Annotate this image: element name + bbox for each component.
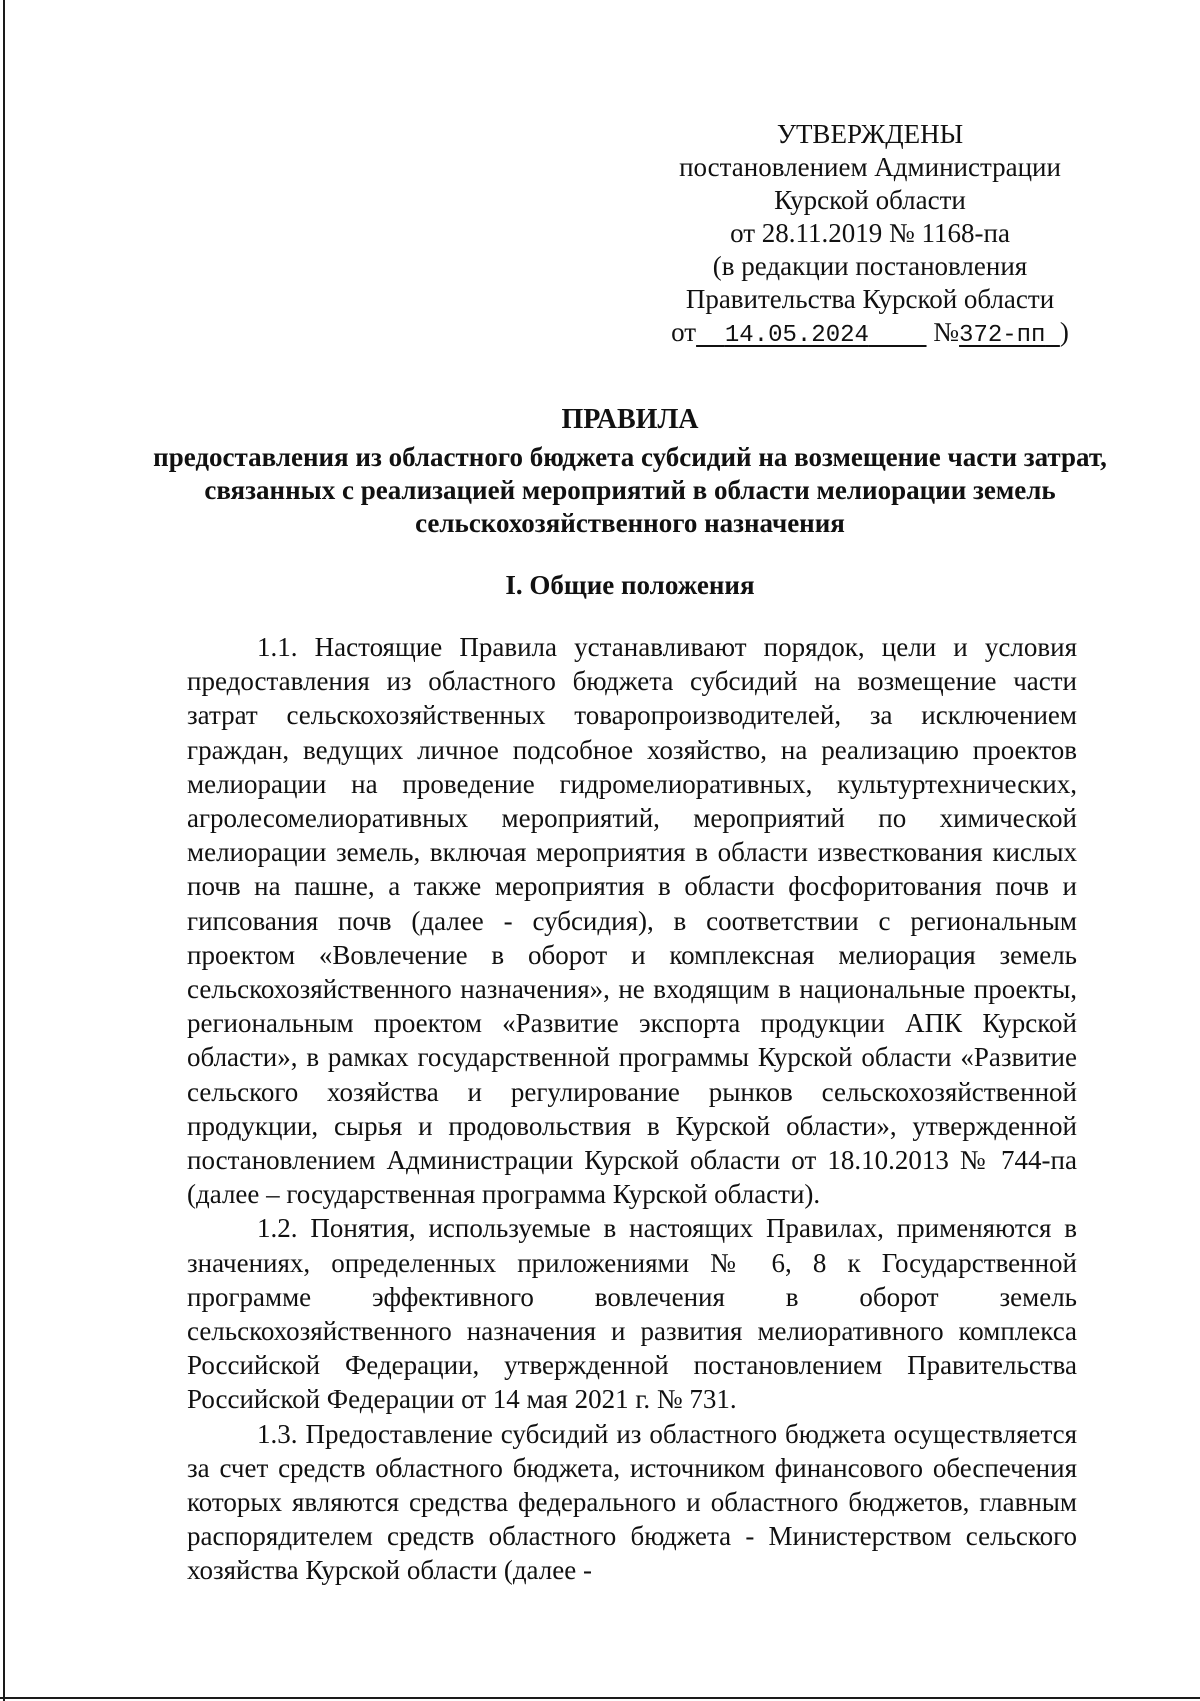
approval-heading: УТВЕРЖДЕНЫ	[776, 119, 964, 149]
approval-line-2: Курской области	[774, 185, 966, 215]
approval-line-1: постановлением Администрации	[679, 152, 1061, 182]
document-body	[187, 630, 1077, 1588]
approval-line-3: от 28.11.2019 № 1168-па	[730, 218, 1010, 248]
amendment-number: 372-пп	[959, 322, 1046, 349]
approval-line-4: (в редакции постановления	[712, 251, 1028, 281]
approval-stamp-block	[640, 118, 1100, 352]
approval-date-line	[640, 316, 1100, 352]
document-subtitle: предоставления из областного бюджета субсидий на возмещение части затрат, связанных с реализацией мероприятий в области мелиорации земель сельскохозяйственного назначения	[153, 442, 1107, 538]
scan-left-edge	[3, 0, 5, 1701]
amendment-date: 14.05.2024	[724, 322, 869, 349]
document-title-block	[150, 403, 1110, 540]
scan-bottom-edge	[0, 1697, 1200, 1699]
number-prefix: №	[933, 317, 960, 347]
section-heading: I. Общие положения	[505, 570, 755, 600]
approval-line-5: Правительства Курской области	[685, 284, 1055, 314]
paragraph-1-2: 1.2. Понятия, используемые в настоящих Правилах, применяются в значениях, определенных приложениями № 6, 8 к Государственной программе эффективного вовлечения в оборот земель сельскохозяйственного назначения и развития мелиоративного комплекса Российской Федерации, утвержденной постановлением Правительства Российской Федерации от 14 мая 2021 г. № 731.	[187, 1213, 1077, 1415]
paragraph-1-3: 1.3. Предоставление субсидий из областного бюджета осуществляется за счет средств областного бюджета, источником финансового обеспечения которых являются средства федерального и областного бюджетов, главным распорядителем средств областного бюджета - Министерством сельского хозяйства Курской области (далее -	[187, 1418, 1077, 1586]
closing-paren: )	[1059, 317, 1069, 347]
date-prefix: от	[671, 317, 697, 347]
document-title: ПРАВИЛА	[561, 404, 699, 435]
paragraph-1-1: 1.1. Настоящие Правила устанавливают порядок, цели и условия предоставления из областного бюджета субсидий на возмещение части затрат сельскохозяйственных товаропроизводителей, за исключением граждан, ведущих личное подсобное хозяйство, на реализацию проектов мелиорации на проведение гидромелиоративных, культуртехнических, агролесомелиоративных мероприятий, мероприятий по химической мелиорации земель, включая мероприятия в области известкования кислых почв на пашне, а также мероприятия в области фосфоритования почв и гипсования почв (далее - субсидия), в соответствии с региональным проектом «Вовлечение в оборот и комплексная мелиорация земель сельскохозяйственного назначения», не входящим в национальные проекты, региональным проектом «Развитие экспорта продукции АПК Курской области», в рамках государственной программы Курской области «Развитие сельского хозяйства и регулирование рынков сельскохозяйственной продукции, сырья и продовольствия в Курской области», утвержденной постановлением Администрации Курской области от 18.10.2013 № 744-па (далее – государственная программа Курской области).	[187, 632, 1077, 1210]
